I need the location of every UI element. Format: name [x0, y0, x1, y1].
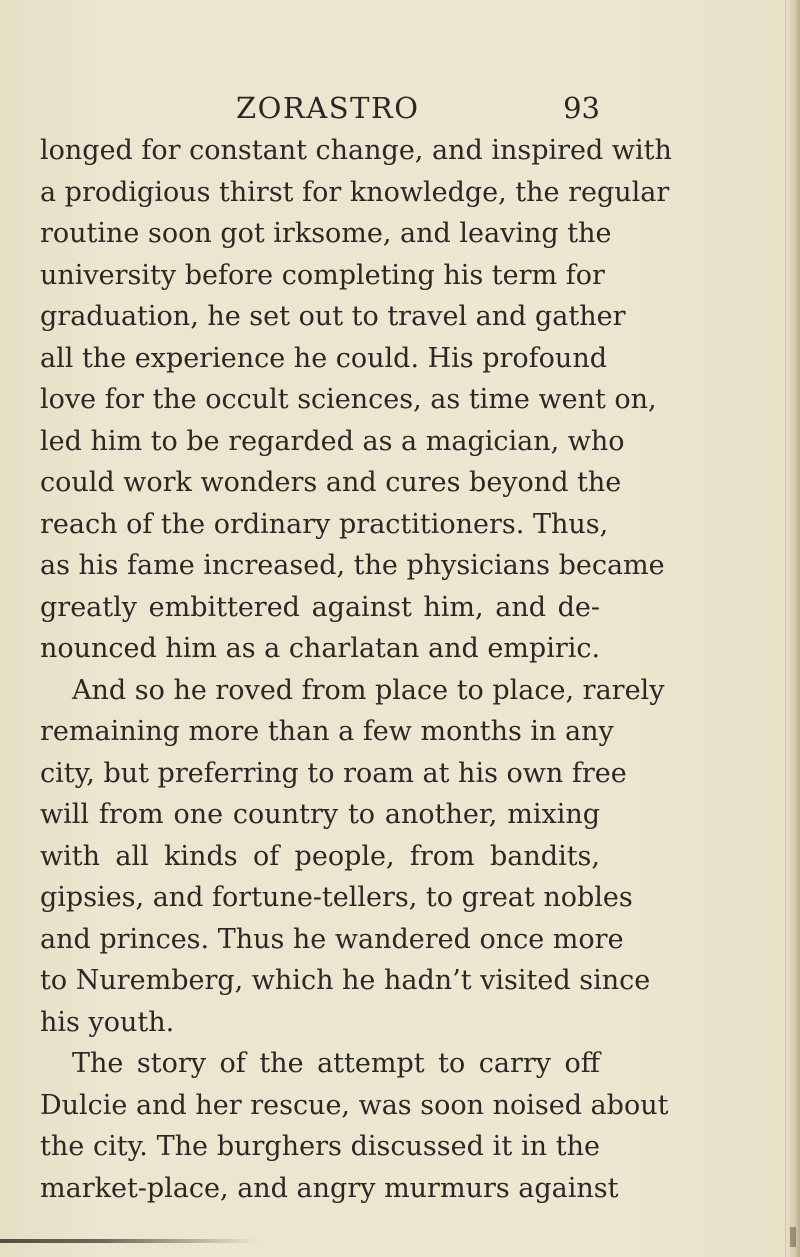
text-line: a prodigious thirst for knowledge, the regular	[40, 176, 670, 208]
page-number: 93	[563, 91, 600, 125]
text-line: reach of the ordinary practitioners. Thus,	[40, 508, 609, 540]
text-line: to Nuremberg, which he hadn’t visited since	[40, 965, 651, 996]
text-line: with all kinds of people, from bandits,	[40, 840, 600, 872]
text-line: longed for constant change, and inspired with	[40, 135, 672, 166]
text-line: gipsies, and fortune-tellers, to great nobles	[40, 882, 633, 913]
page-edge-shadow	[785, 0, 800, 1257]
text-line: will from one country to another, mixing	[40, 799, 600, 830]
text-line: greatly embittered against him, and de-	[40, 591, 600, 623]
text-line: remaining more than a few months in any	[40, 716, 614, 747]
text-line: market-place, and angry murmurs against	[40, 1172, 619, 1204]
text-line: and princes. Thus he wandered once more	[40, 923, 624, 955]
running-head: ZORASTRO	[236, 91, 420, 125]
page-bottom-mark	[0, 1239, 260, 1243]
text-line: could work wonders and cures beyond the	[40, 467, 622, 498]
text-line: routine soon got irksome, and leaving the	[40, 218, 612, 249]
text-line: led him to be regarded as a magician, who	[40, 425, 625, 457]
text-line: the city. The burghers discussed it in the	[40, 1131, 600, 1162]
text-line: graduation, he set out to travel and gather	[40, 301, 626, 332]
text-line: all the experience he could. His profound	[40, 342, 607, 374]
page-corner-mark	[790, 1227, 796, 1247]
text-line: city, but preferring to roam at his own free	[40, 757, 627, 789]
body-text	[40, 130, 672, 1209]
paragraph-first-line: The story of the attempt to carry off	[72, 1048, 600, 1079]
text-line: university before completing his term for	[40, 259, 605, 291]
text-line: nounced him as a charlatan and empiric.	[40, 633, 601, 664]
text-line: his youth.	[40, 1006, 175, 1038]
page-header	[40, 88, 600, 128]
text-line: as his fame increased, the physicians became	[40, 550, 665, 581]
text-line: love for the occult sciences, as time went on,	[40, 384, 657, 415]
text-line: Dulcie and her rescue, was soon noised about	[40, 1089, 669, 1121]
paragraph-first-line: And so he roved from place to place, rarely	[72, 674, 665, 706]
